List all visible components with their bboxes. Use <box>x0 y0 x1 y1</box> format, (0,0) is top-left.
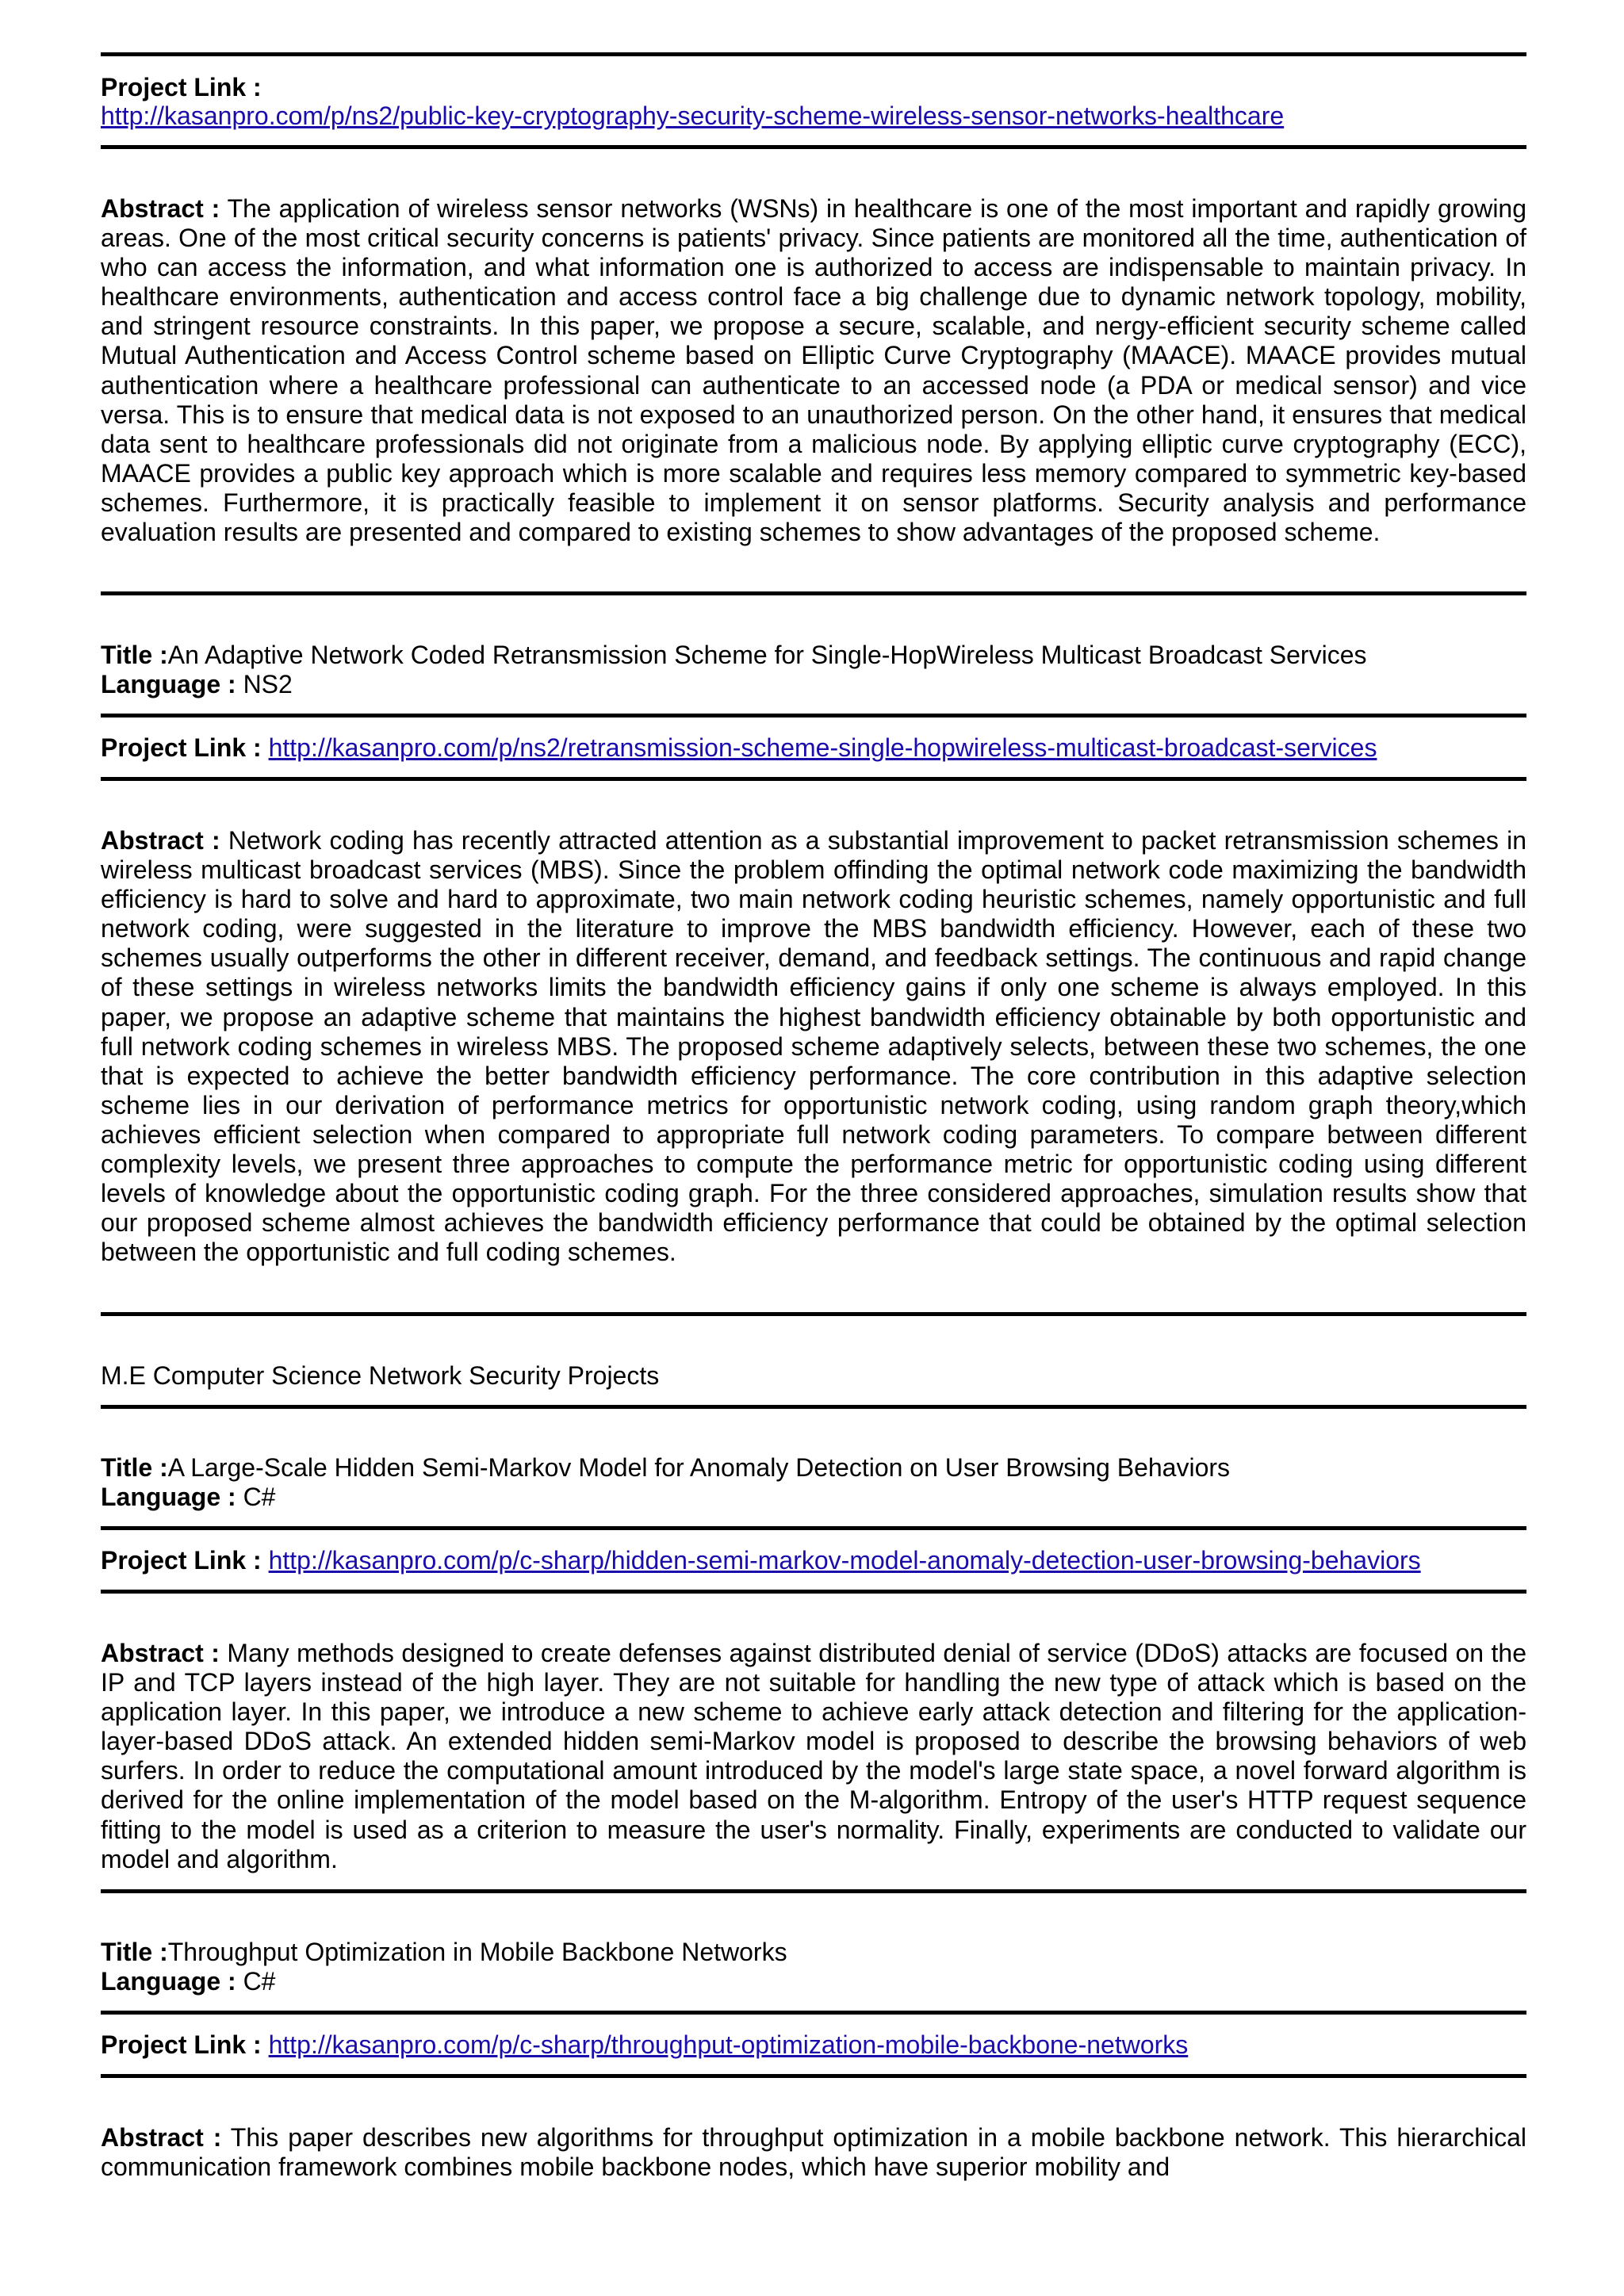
abstract-block <box>101 826 1526 1267</box>
project-link-label: Project Link : <box>101 733 262 762</box>
language-value: C# <box>243 1483 276 1511</box>
divider <box>101 714 1526 718</box>
language-label: Language : <box>101 1967 236 1996</box>
divider <box>101 591 1526 595</box>
divider <box>101 1590 1526 1594</box>
project-link-label: Project Link : <box>101 1546 262 1575</box>
project-link-url[interactable]: http://kasanpro.com/p/c-sharp/throughput-optimization-mobile-backbone-networks <box>268 2030 1189 2059</box>
project-link-line <box>101 1546 1526 1575</box>
language-line <box>101 1483 1526 1512</box>
abstract-block <box>101 2123 1526 2182</box>
project-link-line <box>101 2030 1526 2060</box>
title-label: Title : <box>101 1453 168 1482</box>
divider <box>101 1405 1526 1409</box>
abstract-block <box>101 194 1526 547</box>
abstract-text: Many methods designed to create defenses against distributed denial of service (DDoS) attacks are focused on the IP and TCP layers instead of the high layer. They are not suitable for handling the new type of attack which is based on the application layer. In this paper, we introduce a new scheme to achieve early attack detection and filtering for the application-layer-based DDoS attack. An extended hidden semi-Markov model is proposed to describe the browsing behaviors of web surfers. In order to reduce the computational amount introduced by the model's large state space, a novel forward algorithm is derived for the online implementation of the model based on the M-algorithm. Entropy of the user's HTTP request sequence fitting to the model is used as a criterion to measure the user's normality. Finally, experiments are conducted to validate our model and algorithm. <box>101 1639 1527 1873</box>
abstract-text: The application of wireless sensor networks (WSNs) in healthcare is one of the most important and rapidly growing areas. One of the most critical security concerns is patients' privacy. Since patients are monitored all the time, authentication of who can access the information, and what information one is authorized to access are indispensable to maintain privacy. In healthcare environments, authentication and access control face a big challenge due to dynamic network topology, mobility, and stringent resource constraints. In this paper, we propose a secure, scalable, and nergy-efficient security scheme called Mutual Authentication and Access Control scheme based on Elliptic Curve Cryptography (MAACE). MAACE provides mutual authentication where a healthcare professional can authenticate to an accessed node (a PDA or medical sensor) and vice versa. This is to ensure that medical data is not exposed to an unauthorized person. On the other hand, it ensures that medical data sent to healthcare professionals did not originate from a malicious node. By applying elliptic curve cryptography (ECC), MAACE provides a public key approach which is more scalable and requires less memory compared to symmetric key-based schemes. Furthermore, it is practically feasible to implement it on sensor platforms. Security analysis and performance evaluation results are presented and compared to existing schemes to show advantages of the proposed scheme. <box>101 194 1527 547</box>
divider <box>101 145 1526 149</box>
title-text: Throughput Optimization in Mobile Backbone Networks <box>167 1938 787 1966</box>
section-heading: M.E Computer Science Network Security Projects <box>101 1361 660 1390</box>
divider <box>101 2011 1526 2015</box>
project-link-url[interactable]: http://kasanpro.com/p/ns2/public-key-cryptography-security-scheme-wireless-sensor-networks-healthcare <box>101 101 1285 130</box>
language-line <box>101 1967 1526 1996</box>
abstract-label: Abstract : <box>101 826 220 855</box>
title-label: Title : <box>101 1938 168 1966</box>
title-line <box>101 641 1526 670</box>
title-line <box>101 1453 1526 1483</box>
divider <box>101 1526 1526 1530</box>
divider <box>101 777 1526 781</box>
divider <box>101 1312 1526 1316</box>
divider <box>101 1889 1526 1893</box>
abstract-text: This paper describes new algorithms for throughput optimization in a mobile backbone network. This hierarchical communication framework combines mobile backbone nodes, which have superior mobility and <box>101 2123 1526 2182</box>
abstract-label: Abstract : <box>101 194 220 223</box>
project-link-line <box>101 733 1526 763</box>
abstract-label: Abstract : <box>101 1639 220 1667</box>
project-link-url[interactable]: http://kasanpro.com/p/ns2/retransmission-scheme-single-hopwireless-multicast-broadcast-services <box>268 733 1377 762</box>
divider <box>101 2074 1526 2078</box>
divider <box>101 52 1526 56</box>
project-link-url[interactable]: http://kasanpro.com/p/c-sharp/hidden-semi-markov-model-anomaly-detection-user-browsing-behaviors <box>268 1546 1421 1575</box>
language-label: Language : <box>101 1483 236 1511</box>
project-link-label: Project Link : <box>101 73 262 101</box>
abstract-label: Abstract : <box>101 2123 222 2152</box>
title-label: Title : <box>101 641 168 669</box>
abstract-block <box>101 1639 1526 1874</box>
project-link-label: Project Link : <box>101 2030 262 2059</box>
language-value: C# <box>243 1967 276 1996</box>
language-label: Language : <box>101 670 236 698</box>
abstract-text: Network coding has recently attracted attention as a substantial improvement to packet retransmission schemes in wireless multicast broadcast services (MBS). Since the problem offinding the optimal network code maximizing the bandwidth efficiency is hard to solve and hard to approximate, two main network coding heuristic schemes, namely opportunistic and full network coding, were suggested in the literature to improve the MBS bandwidth efficiency. However, each of these two schemes usually outperforms the other in different receiver, demand, and feedback settings. The continuous and rapid change of these settings in wireless networks limits the bandwidth efficiency gains if only one scheme is always employed. In this paper, we propose an adaptive scheme that maintains the highest bandwidth efficiency obtainable by both opportunistic and full network coding schemes in wireless MBS. The proposed scheme adaptively selects, between these two schemes, the one that is expected to achieve the better bandwidth efficiency performance. The core contribution in this adaptive selection scheme lies in our derivation of performance metrics for opportunistic network coding, using random graph theory,which achieves efficient selection when compared to appropriate full network coding parameters. To compare between different complexity levels, we present three approaches to compute the performance metric for opportunistic coding using different levels of knowledge about the opportunistic coding graph. For the three considered approaches, simulation results show that our proposed scheme almost achieves the bandwidth efficiency performance that could be obtained by the optimal selection between the opportunistic and full coding schemes. <box>101 826 1527 1267</box>
title-text: A Large-Scale Hidden Semi-Markov Model for Anomaly Detection on User Browsing Behaviors <box>167 1453 1231 1482</box>
language-value: NS2 <box>243 670 293 698</box>
title-text: An Adaptive Network Coded Retransmission Scheme for Single-HopWireless Multicast Broadcast Services <box>167 641 1367 669</box>
language-line <box>101 670 1526 699</box>
title-line <box>101 1938 1526 1967</box>
